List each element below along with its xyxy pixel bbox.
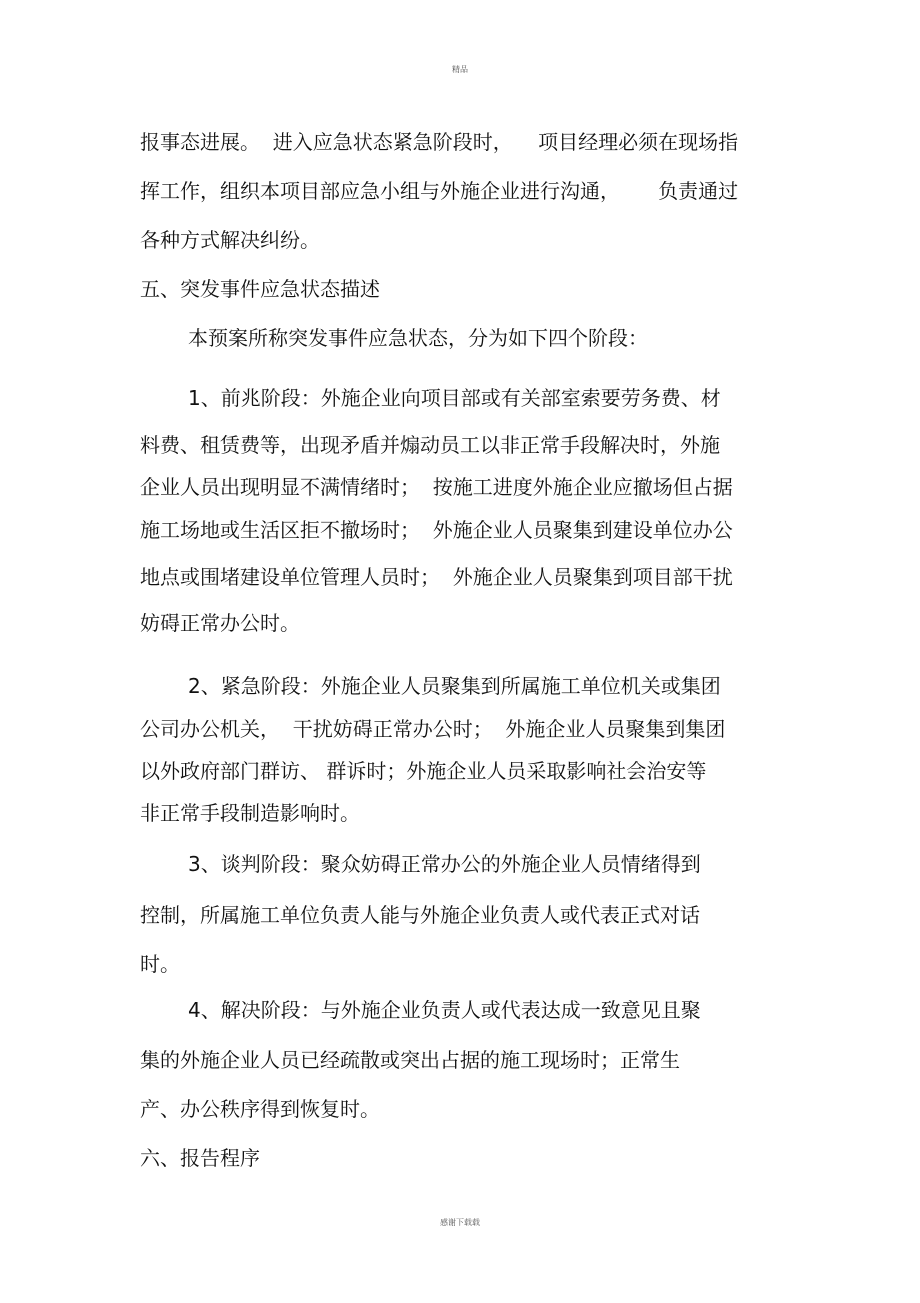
section-heading-5: 五、突发事件应急状态描述 (140, 277, 380, 301)
stage-2-line-1: 2、紧急阶段：外施企业人员聚集到所属施工单位机关或集团 (188, 674, 721, 698)
stage-2-line-4: 非正常手段制造影响时。 (140, 801, 360, 825)
stage-1-line-4: 施工场地或生活区拒不撤场时； 外施企业人员聚集到建设单位办公 (140, 518, 733, 542)
section-heading-6: 六、报告程序 (140, 1146, 260, 1170)
stage-4-line-3: 产、办公秩序得到恢复时。 (140, 1097, 380, 1121)
stage-2-line-3: 以外政府部门群访、 群诉时；外施企业人员采取影响社会治安等 (140, 759, 707, 783)
intro-line: 本预案所称突发事件应急状态，分为如下四个阶段： (188, 326, 648, 350)
stage-1-line-2: 料费、租赁费等，出现矛盾并煽动员工以非正常手段解决时，外施 (140, 433, 720, 457)
footer-mark: 感谢下载载 (440, 1218, 480, 1227)
stage-3-line-2: 控制，所属施工单位负责人能与外施企业负责人或代表正式对话 (140, 903, 700, 927)
stage-3-line-1: 3、谈判阶段：聚众妨碍正常办公的外施企业人员情绪得到 (188, 852, 701, 876)
stage-1-line-3: 企业人员出现明显不满情绪时； 按施工进度外施企业应撤场但占据 (140, 475, 733, 499)
stage-1-line-5: 地点或围堵建设单位管理人员时； 外施企业人员聚集到项目部干扰 (140, 565, 733, 589)
header-mark: 精品 (452, 65, 468, 74)
stage-3-line-3: 时。 (140, 952, 180, 976)
stage-4-line-2: 集的外施企业人员已经疏散或突出占据的施工现场时；正常生 (140, 1048, 680, 1072)
stage-2-line-2: 公司办公机关， 干扰妨碍正常办公时； 外施企业人员聚集到集团 (140, 717, 726, 741)
stage-1-line-6: 妨碍正常办公时。 (140, 611, 300, 635)
paragraph-line-1: 报事态进展。 进入应急状态紧急阶段时， 项目经理必须在现场指 (140, 130, 739, 154)
stage-4-line-1: 4、解决阶段：与外施企业负责人或代表达成一致意见且聚 (188, 998, 701, 1022)
stage-1-line-1: 1、前兆阶段：外施企业向项目部或有关部室索要劳务费、材 (188, 386, 721, 410)
paragraph-line-3: 各种方式解决纠纷。 (140, 228, 320, 252)
paragraph-line-2: 挥工作，组织本项目部应急小组与外施企业进行沟通， 负责通过 (140, 179, 739, 203)
